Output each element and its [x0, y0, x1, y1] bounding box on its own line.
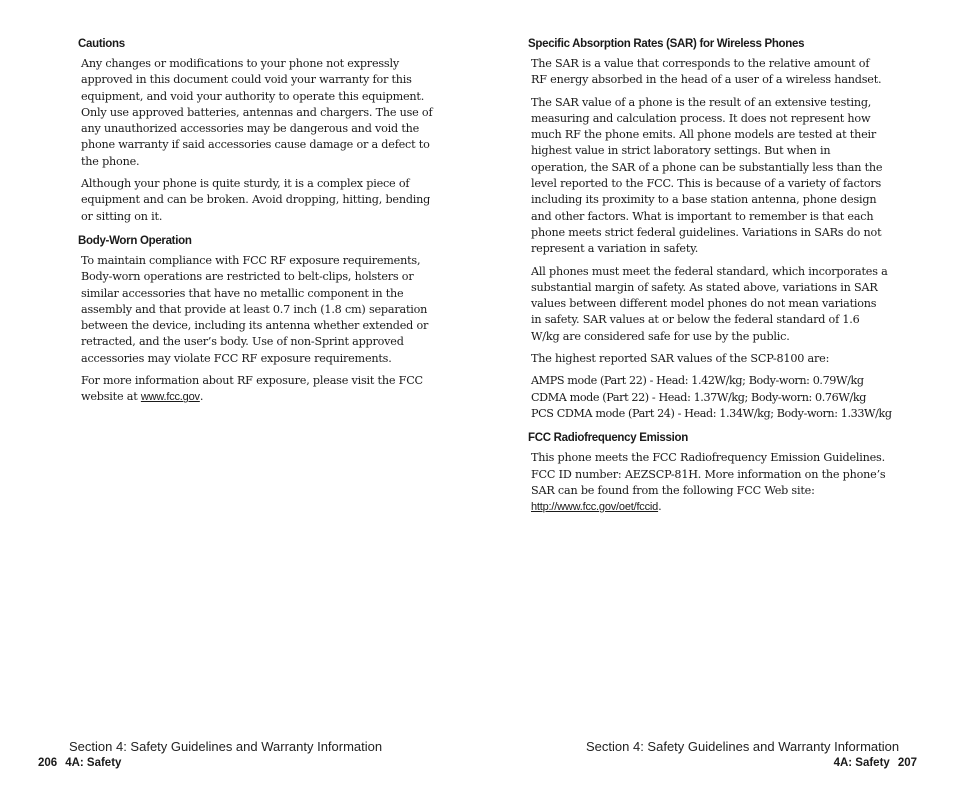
- sar-paragraph-3: All phones must meet the federal standard, which incorporates a substantial margin of safety. As stated above, variations in SAR values between different model phones do not mean variations in safety. SAR values at or below the federal standard of 1.6 W/kg are considered safe for use by the public.: [531, 264, 888, 343]
- left-footer: [38, 757, 121, 769]
- sar-paragraph-1: The SAR is a value that corresponds to the relative amount of RF energy absorbed in the head of a user of a wireless handset.: [531, 57, 882, 87]
- fcc-website-link[interactable]: www.fcc.gov: [140, 391, 200, 404]
- left-column: [78, 38, 436, 412]
- body-worn-paragraph-2: [81, 373, 436, 406]
- cautions-paragraph-1: Any changes or modifications to your phone not expressly approved in this document could void your warranty for this equipment, and void your authority to operate this equipment. Only use approved batteries, antennas and chargers. The use of any unauthorized accessories may be dangerous and void the phone warranty if said accessories cause damage or a defect to the phone.: [81, 57, 433, 168]
- fcc-rf-paragraph: [531, 450, 888, 515]
- sar-value-pcs: PCS CDMA mode (Part 24) - Head: 1.34W/kg; Body-worn: 1.33W/kg: [531, 406, 892, 420]
- left-footer-section-title: Section 4: Safety Guidelines and Warranty Information: [69, 739, 383, 754]
- sar-paragraph-2: The SAR value of a phone is the result of an extensive testing, measuring and calculation process. It does not represent how much RF the phone emits. All phone models are tested at their highest value in strict laboratory settings. But when in operation, the SAR of a phone can be substantially less than the level reported to the FCC. This is because of a variety of factors including its proximity to a base station antenna, phone design and other factors. What is important to remember is that each phone meets strict federal guidelines. Variations in SARs do not represent a variation in safety.: [531, 95, 883, 256]
- right-page: [477, 0, 954, 795]
- left-page-number: 206: [38, 757, 58, 769]
- sar-heading: Specific Absorption Rates (SAR) for Wireless Phones: [528, 38, 805, 50]
- fcc-id-link[interactable]: http://www.fcc.gov/oet/fccid: [531, 501, 659, 514]
- right-column: [528, 38, 892, 521]
- cautions-paragraph-2: Although your phone is quite sturdy, it is a complex piece of equipment and can be broken. Avoid dropping, hitting, bending or sitting on it.: [81, 177, 431, 223]
- sar-paragraph-4: The highest reported SAR values of the SCP-8100 are:: [531, 352, 830, 366]
- sar-value-amps: AMPS mode (Part 22) - Head: 1.42W/kg; Body-worn: 0.79W/kg: [531, 374, 864, 388]
- right-footer-section-title: Section 4: Safety Guidelines and Warranty Information: [586, 739, 900, 754]
- sar-values-list: [531, 373, 892, 422]
- sar-value-cdma: CDMA mode (Part 22) - Head: 1.37W/kg; Body-worn: 0.76W/kg: [531, 390, 866, 404]
- rf-info-text: For more information about RF exposure, please visit the FCC website at: [81, 374, 423, 404]
- cautions-heading: Cautions: [78, 38, 125, 50]
- right-page-number: 207: [897, 757, 917, 769]
- left-section-label: 4A: Safety: [65, 757, 122, 769]
- fcc-rf-end: .: [658, 500, 662, 514]
- body-worn-paragraph-1: To maintain compliance with FCC RF exposure requirements, Body-worn operations are restricted to belt-clips, holsters or similar accessories that have no metallic component in the assembly and that provide at least 0.7 inch (1.8 cm) separation between the device, including its antenna whether extended or retracted, and the user’s body. Use of non-Sprint approved accessories may violate FCC RF exposure requirements.: [81, 253, 429, 365]
- right-footer: [834, 757, 917, 769]
- fcc-rf-text: This phone meets the FCC Radiofrequency Emission Guidelines. FCC ID number: AEZSCP-81H. More information on the phone’s SAR can be found from the following FCC Web site:: [531, 451, 886, 497]
- body-worn-heading: Body-Worn Operation: [78, 234, 192, 247]
- fcc-rf-heading: FCC Radiofrequency Emission: [528, 432, 688, 445]
- right-section-label: 4A: Safety: [833, 757, 890, 769]
- rf-info-end: .: [199, 390, 204, 404]
